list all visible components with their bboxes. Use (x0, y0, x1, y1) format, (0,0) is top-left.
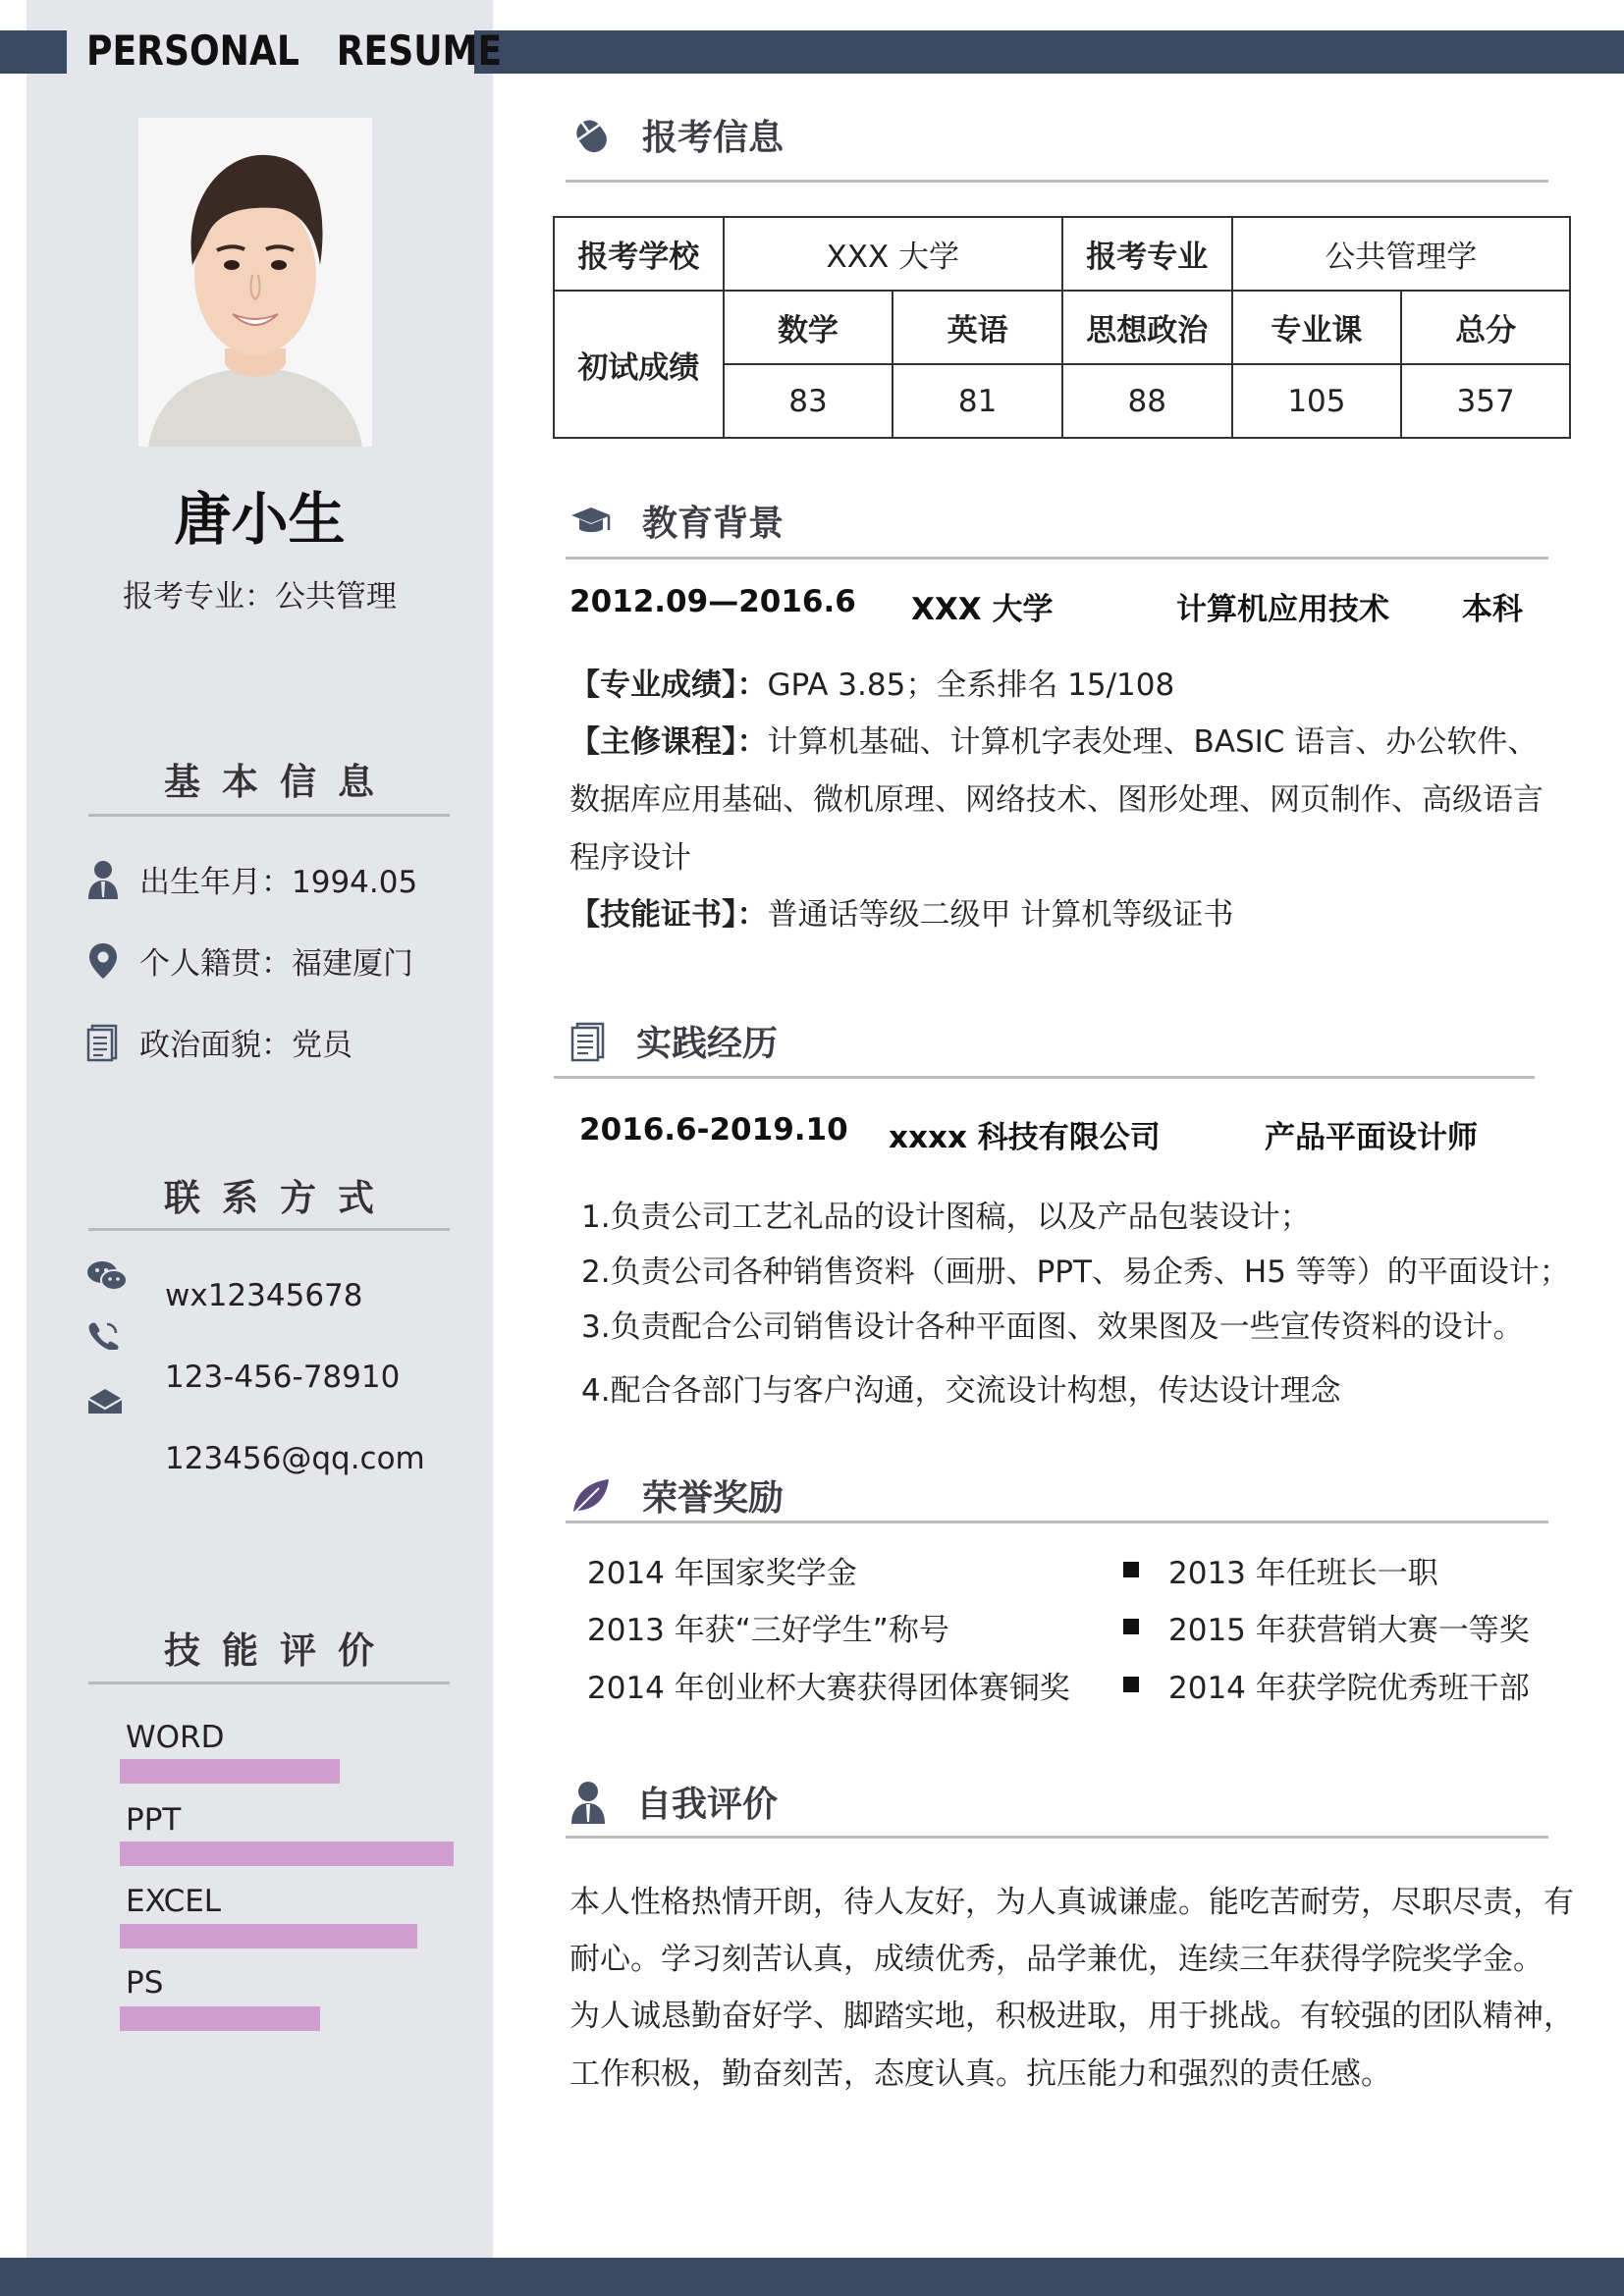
skill-bar-ppt (120, 1842, 454, 1866)
score-label-cell: 初试成绩 (554, 291, 724, 438)
school-label-cell: 报考学校 (554, 217, 724, 291)
skill-fill-ppt (120, 1842, 454, 1866)
education-degree: 本科 (1462, 592, 1523, 627)
award-item: 2015 年获营销大赛一等奖 (1168, 1613, 1530, 1648)
awards-heading (569, 1470, 784, 1521)
table-row (554, 217, 1570, 291)
skill-label-excel: EXCEL (126, 1884, 222, 1919)
major-cell: 公共管理学 (1232, 217, 1570, 291)
awards-divider (566, 1521, 1548, 1523)
hometown-row (86, 938, 413, 983)
location-pin-icon (86, 941, 120, 981)
subject-header-cell: 专业课 (1232, 291, 1402, 364)
resume-title-right: RESUME (336, 27, 503, 75)
skill-label-ps: PS (126, 1965, 164, 2001)
footer-bar (0, 2258, 1624, 2296)
leaf-icon (569, 1476, 613, 1516)
certs-label: 【技能证书】： (569, 897, 768, 933)
subject-header-cell: 总分 (1401, 291, 1570, 364)
score-cell: 88 (1062, 364, 1232, 438)
skill-label-word: WORD (126, 1720, 225, 1755)
self-eval-line: 耐心。学习刻苦认真，成绩优秀，品学兼优，连续三年获得学院奖学金。 (569, 1942, 1543, 1977)
self-eval-line: 为人诚恳勤奋好学、脚踏实地，积极进取，用于挑战。有较强的团队精神， (569, 1999, 1574, 2034)
courses-text-3: 程序设计 (569, 840, 691, 876)
bullet-icon (1123, 1619, 1139, 1634)
score-cell: 357 (1401, 364, 1570, 438)
education-major: 计算机应用技术 (1176, 592, 1389, 627)
courses-line (569, 717, 1538, 761)
experience-heading (569, 1016, 778, 1066)
skill-bar-word (120, 1759, 454, 1784)
self-eval-line: 本人性格热情开朗，待人友好，为人真诚谦虚。能吃苦耐劳，尽职尽责，有 (569, 1885, 1574, 1920)
courses-label: 【主修课程】： (569, 724, 768, 760)
birth-date-text: 出生年月：1994.05 (139, 865, 418, 900)
duty-item: 3.负责配合公司销售设计各种平面图、效果图及一些宣传资料的设计。 (581, 1309, 1524, 1345)
education-school: XXX 大学 (911, 592, 1054, 627)
birth-date-row (86, 857, 417, 901)
subject-header-cell: 思想政治 (1062, 291, 1232, 364)
duty-item: 2.负责公司各种销售资料（画册、PPT、易企秀、H5 等等）的平面设计； (581, 1255, 1570, 1290)
subject-header-cell: 数学 (724, 291, 893, 364)
graduation-cap-icon (569, 505, 613, 538)
experience-position: 产品平面设计师 (1265, 1120, 1478, 1155)
certs-text: 普通话等级二级甲 计算机等级证书 (767, 897, 1234, 933)
certs-line (569, 889, 1233, 934)
grades-line (569, 660, 1174, 704)
document-icon (569, 1021, 607, 1062)
exam-info-title: 报考信息 (642, 118, 785, 158)
applied-major: 报考专业：公共管理 (123, 579, 397, 614)
awards-title: 荣誉奖励 (642, 1478, 785, 1519)
contact-heading: 联系方式 (164, 1177, 396, 1219)
grades-label: 【专业成绩】： (569, 667, 768, 703)
person-icon (569, 1781, 607, 1824)
exam-info-table (553, 216, 1571, 439)
skill-bar-excel (120, 1924, 454, 1949)
skills-heading: 技能评价 (164, 1629, 396, 1672)
courses-text-2: 数据库应用基础、微机原理、网络技术、图形处理、网页制作、高级语言 (569, 782, 1543, 818)
political-status-row (86, 1020, 352, 1064)
mail-icon (86, 1387, 124, 1415)
award-item: 2014 年获学院优秀班干部 (1168, 1671, 1530, 1706)
self-eval-line: 工作积极，勤奋刻苦，态度认真。抗压能力和强烈的责任感。 (569, 2056, 1391, 2092)
education-title: 教育背景 (642, 504, 785, 544)
wechat-icon (86, 1259, 128, 1293)
self-eval-title: 自我评价 (636, 1785, 779, 1825)
wechat-id[interactable]: wx12345678 (165, 1278, 363, 1313)
grades-text: GPA 3.85；全系排名 15/108 (767, 667, 1175, 703)
phone-number[interactable]: 123-456-78910 (165, 1360, 401, 1395)
courses-text-1: 计算机基础、计算机字表处理、BASIC 语言、办公软件、 (767, 724, 1539, 760)
experience-period: 2016.6-2019.10 (579, 1112, 848, 1148)
email-address[interactable]: 123456@qq.com (165, 1441, 425, 1476)
resume-title-left: PERSONAL (86, 27, 299, 75)
skills-divider (88, 1682, 450, 1684)
contact-divider (88, 1228, 450, 1231)
skill-label-ppt: PPT (126, 1802, 182, 1838)
profile-photo (138, 118, 372, 447)
duty-item: 4.配合各部门与客户沟通，交流设计构想，传达设计理念 (581, 1373, 1341, 1409)
skill-bar-ps (120, 2006, 454, 2031)
score-cell: 105 (1232, 364, 1402, 438)
education-divider (566, 557, 1548, 560)
award-item: 2014 年创业杯大赛获得团体赛铜奖 (587, 1671, 1070, 1706)
skill-fill-ps (120, 2006, 320, 2031)
mouse-icon (569, 114, 613, 157)
skill-fill-excel (120, 1924, 417, 1949)
phone-icon (86, 1320, 122, 1350)
self-eval-heading (569, 1777, 778, 1827)
bullet-icon (1123, 1677, 1139, 1692)
score-cell: 81 (893, 364, 1062, 438)
major-label-cell: 报考专业 (1062, 217, 1232, 291)
resume-title (86, 27, 502, 78)
subject-header-cell: 英语 (893, 291, 1062, 364)
basic-info-divider (88, 814, 450, 817)
education-heading (569, 496, 784, 546)
candidate-name: 唐小生 (174, 486, 346, 553)
bullet-icon (1123, 1562, 1139, 1577)
document-icon (86, 1023, 120, 1062)
award-item: 2013 年获“三好学生”称号 (587, 1613, 949, 1648)
skill-fill-word (120, 1759, 340, 1784)
experience-title: 实践经历 (636, 1024, 779, 1064)
person-icon (86, 860, 120, 899)
education-period: 2012.09—2016.6 (569, 584, 856, 619)
exam-info-divider (566, 180, 1548, 183)
award-item: 2013 年任班长一职 (1168, 1556, 1438, 1591)
hometown-text: 个人籍贯：福建厦门 (139, 946, 413, 982)
award-item: 2014 年国家奖学金 (587, 1556, 857, 1591)
duty-item: 1.负责公司工艺礼品的设计图稿，以及产品包装设计； (581, 1200, 1311, 1235)
political-status-text: 政治面貌：党员 (139, 1028, 352, 1063)
school-cell: XXX 大学 (724, 217, 1062, 291)
self-eval-divider (566, 1836, 1548, 1839)
table-row (554, 291, 1570, 364)
experience-company: xxxx 科技有限公司 (889, 1120, 1161, 1155)
experience-divider (554, 1076, 1535, 1079)
basic-info-heading: 基本信息 (164, 761, 396, 803)
exam-info-heading (569, 110, 784, 160)
score-cell: 83 (724, 364, 893, 438)
